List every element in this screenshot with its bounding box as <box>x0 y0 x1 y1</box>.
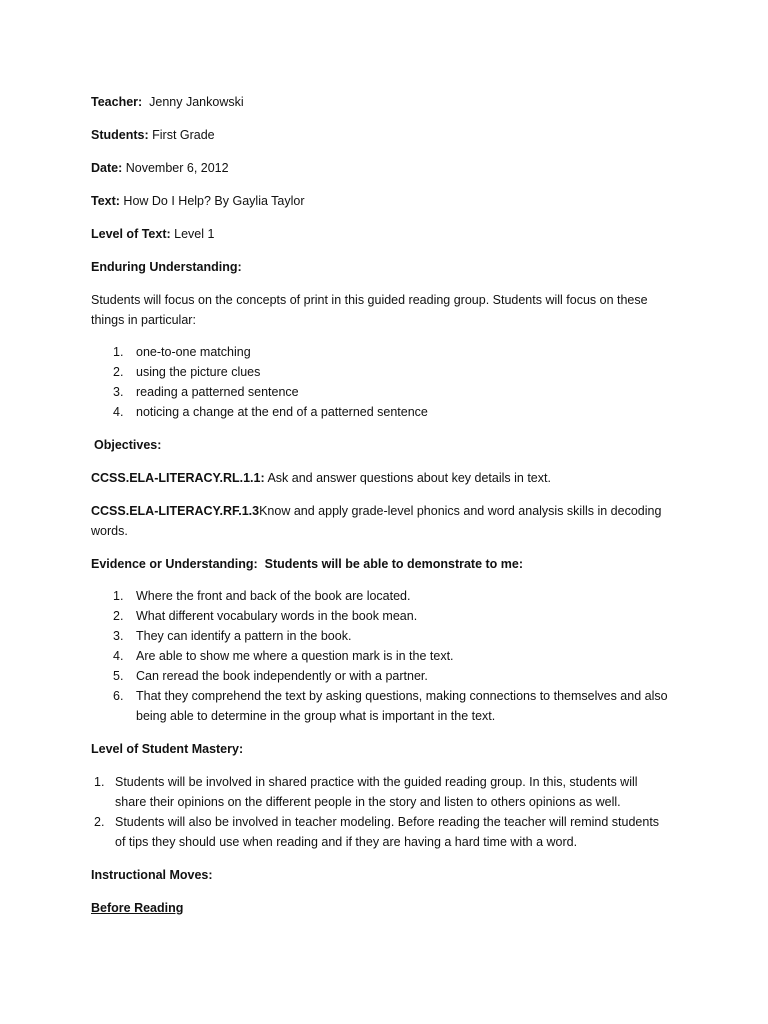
list-item: What different vocabulary words in the book mean. <box>136 609 418 623</box>
standard-2-code: CCSS.ELA-LITERACY.RF.1.3 <box>91 504 260 518</box>
date-label: Date: <box>91 161 123 175</box>
list-number: 5. <box>113 669 124 683</box>
list-number: 1. <box>94 775 105 789</box>
teacher-value: Jenny Jankowski <box>149 95 244 109</box>
list-item: reading a patterned sentence <box>136 385 299 399</box>
list-number: 2. <box>113 609 124 623</box>
list-number: 3. <box>113 385 124 399</box>
objectives-heading: Objectives: <box>94 438 162 452</box>
teacher-label: Teacher: <box>91 95 143 109</box>
instructional-heading: Instructional Moves: <box>91 868 213 882</box>
students-line <box>91 125 215 145</box>
standard-1-text: Ask and answer questions about key details in text. <box>267 471 551 485</box>
standard-2-text-cont: words. <box>91 524 128 538</box>
students-value: First Grade <box>152 128 215 142</box>
list-number: 6. <box>113 689 124 703</box>
standard-2 <box>91 501 661 521</box>
text-line <box>91 191 305 211</box>
date-line <box>91 158 229 178</box>
list-item-cont: of tips they should use when reading and if they are having a hard time with a word. <box>115 835 578 849</box>
list-item: noticing a change at the end of a patterned sentence <box>136 405 428 419</box>
list-number: 3. <box>113 629 124 643</box>
list-item-cont: being able to determine in the group what is important in the text. <box>136 709 496 723</box>
list-number: 2. <box>113 365 124 379</box>
list-item: Can reread the book independently or with a partner. <box>136 669 428 683</box>
text-value: How Do I Help? By Gaylia Taylor <box>123 194 305 208</box>
text-label: Text: <box>91 194 120 208</box>
list-item: using the picture clues <box>136 365 261 379</box>
list-item: Are able to show me where a question mark is in the text. <box>136 649 454 663</box>
list-number: 2. <box>94 815 105 829</box>
enduring-heading: Enduring Understanding: <box>91 260 242 274</box>
list-item: Students will be involved in shared practice with the guided reading group. In this, students will <box>115 775 638 789</box>
mastery-heading: Level of Student Mastery: <box>91 742 244 756</box>
before-reading-subheading: Before Reading <box>91 901 184 915</box>
level-label: Level of Text: <box>91 227 171 241</box>
teacher-line <box>91 92 244 112</box>
evidence-heading: Evidence or Understanding: <box>91 557 258 571</box>
evidence-intro: Students will be able to demonstrate to me: <box>264 557 524 571</box>
list-number: 1. <box>113 345 124 359</box>
enduring-para-line2: things in particular: <box>91 313 196 327</box>
list-item: one-to-one matching <box>136 345 251 359</box>
evidence-line <box>91 554 523 574</box>
students-label: Students: <box>91 128 149 142</box>
standard-1-code: CCSS.ELA-LITERACY.RL.1.1: <box>91 471 265 485</box>
list-item: They can identify a pattern in the book. <box>136 629 352 643</box>
date-value: November 6, 2012 <box>125 161 229 175</box>
list-item: Where the front and back of the book are located. <box>136 589 411 603</box>
standard-2-text: Know and apply grade-level phonics and word analysis skills in decoding <box>259 504 662 518</box>
list-number: 1. <box>113 589 124 603</box>
list-number: 4. <box>113 649 124 663</box>
list-number: 4. <box>113 405 124 419</box>
standard-1 <box>91 468 551 488</box>
list-item: Students will also be involved in teacher modeling. Before reading the teacher will remind students <box>115 815 660 829</box>
enduring-para-line1: Students will focus on the concepts of print in this guided reading group. Students will focus on these <box>91 293 648 307</box>
level-line <box>91 224 214 244</box>
list-item: That they comprehend the text by asking questions, making connections to themselves and also <box>136 689 668 703</box>
list-item-cont: share their opinions on the different people in the story and listen to others opinions as well. <box>115 795 621 809</box>
level-value: Level 1 <box>174 227 215 241</box>
